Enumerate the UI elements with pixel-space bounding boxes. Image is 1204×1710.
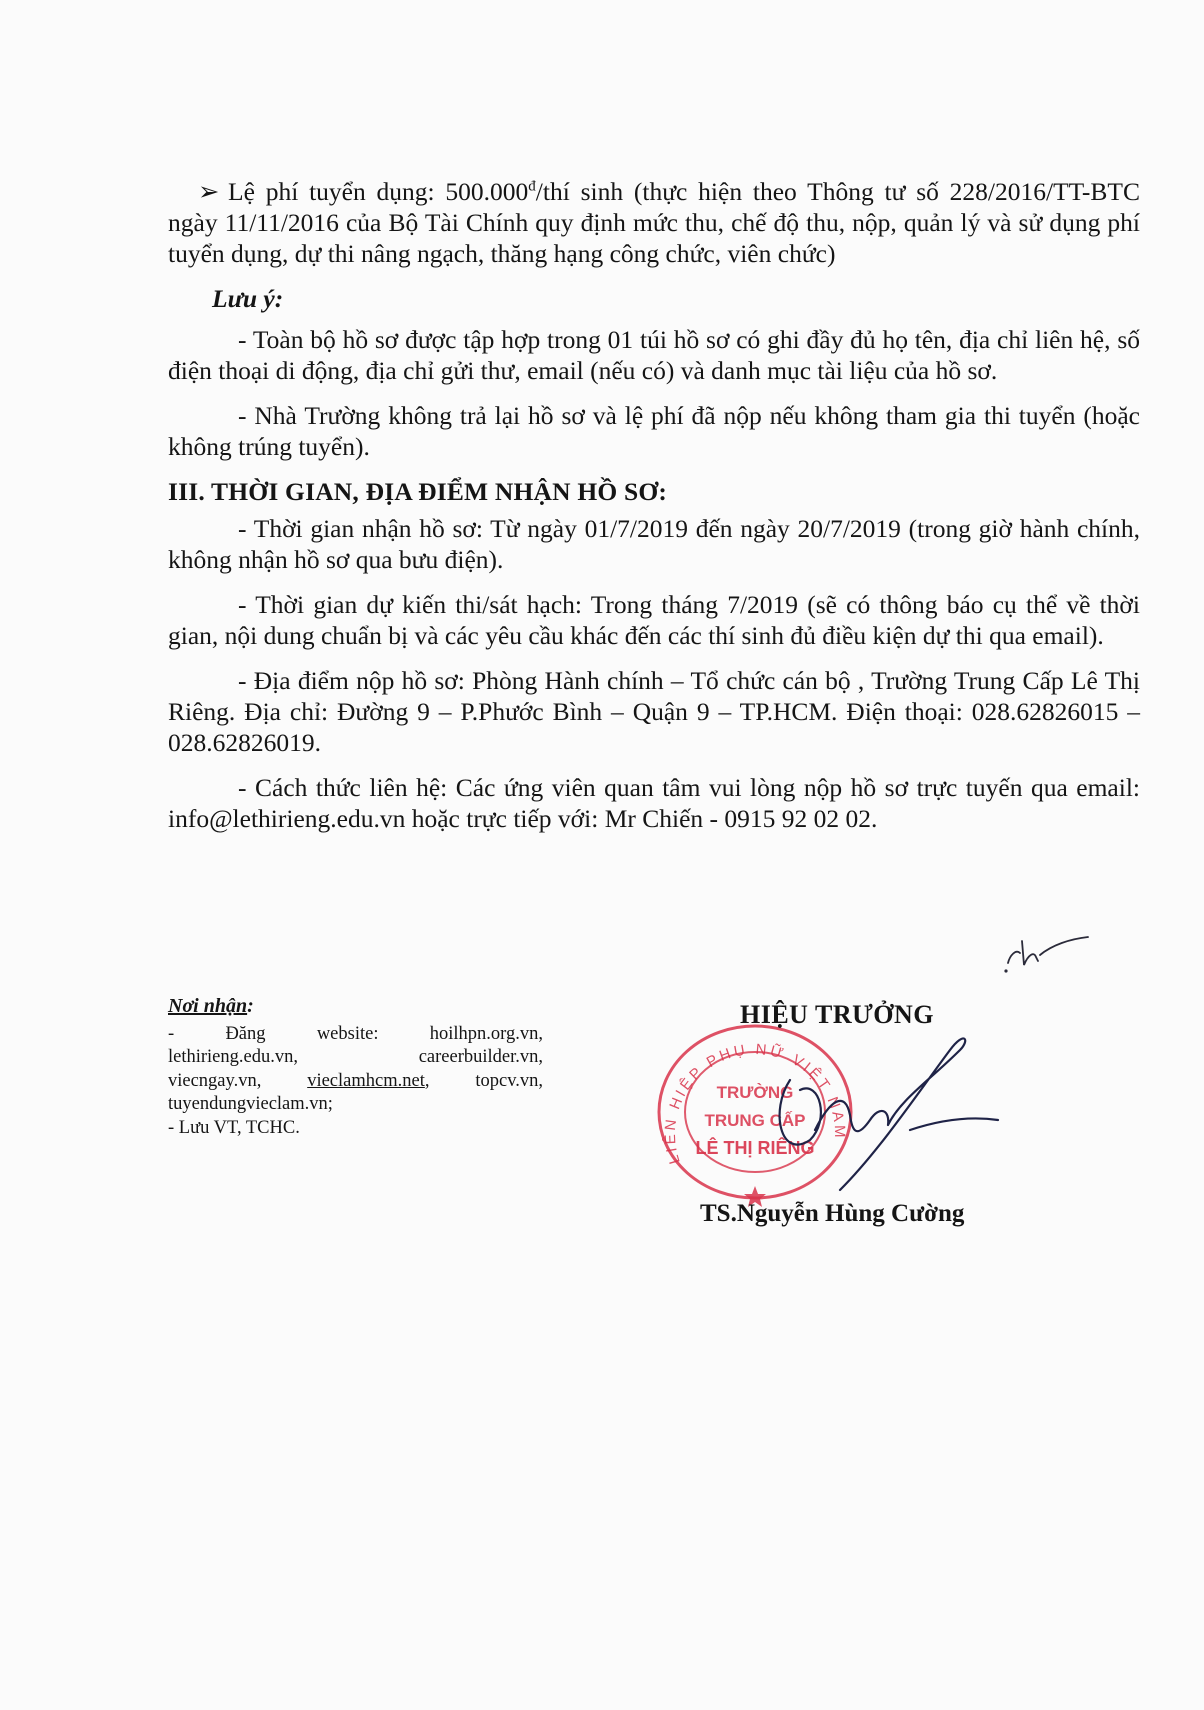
recipients-link-vieclamhcm[interactable]: vieclamhcm.net [307, 1070, 425, 1091]
note-item-2: - Nhà Trường không trả lại hồ sơ và lệ phí đã nộp nếu không tham gia thi tuyển (hoặc không trúng tuyển). [168, 401, 1140, 461]
section-3-item-2: - Thời gian dự kiến thi/sát hạch: Trong tháng 7/2019 (sẽ có thông báo cụ thể về thời gian, nội dung chuẩn bị và các yêu cầu khác đến các thí sinh đủ điều kiện dự thi qua email). [168, 590, 1140, 650]
arrow-bullet-icon: ➢ [198, 177, 220, 206]
section-3-item-4: - Cách thức liên hệ: Các ứng viên quan tâm vui lòng nộp hồ sơ trực tuyến qua email: info@lethirieng.edu.vn hoặc trực tiếp với: Mr Chiến - 0915 92 02 02. [168, 773, 1140, 833]
handwritten-initials-icon [1000, 925, 1090, 975]
note-item-1: - Toàn bộ hồ sơ được tập hợp trong 01 túi hồ sơ có ghi đầy đủ họ tên, địa chỉ liên hệ, số điện thoại di động, địa chỉ gửi thư, email (nếu có) và danh mục tài liệu của hồ sơ. [168, 325, 1140, 385]
signer-title: HIỆU TRƯỞNG [740, 1000, 935, 1029]
recipients-line-1: - Đăng website: hoilhpn.org.vn, [168, 1023, 543, 1044]
signer-name: TS.Nguyễn Hùng Cường [700, 1200, 965, 1227]
recipients-block [168, 995, 543, 1140]
fee-text-start: Lệ phí tuyển dụng: 500.000 [228, 177, 529, 206]
handwritten-signature-icon [760, 1020, 1000, 1200]
fee-text-rest: /thí sinh (thực hiện theo Thông tư số 228/2016/TT-BTC ngày 11/11/2016 của Bộ Tài Chính quy định mức thu, chế độ thu, nộp, quản lý và sử dụng phí tuyển dụng, dự thi nâng ngạch, thăng hạng công chức, viên chức) [168, 177, 1140, 268]
section-3-item-3: - Địa điểm nộp hồ sơ: Phòng Hành chính – Tổ chức cán bộ , Trường Trung Cấp Lê Thị Riêng. Địa chỉ: Đường 9 – P.Phước Bình – Quận 9 – TP.HCM. Điện thoại: 028.62826015 – 028.62826019. [168, 666, 1140, 757]
fee-paragraph [168, 176, 1140, 269]
recipients-line-3: viecngay.vn, vieclamhcm.net, topcv.vn, [168, 1070, 543, 1091]
recipients-line-4: tuyendungvieclam.vn; [168, 1094, 333, 1114]
svg-text:TRUNG CẤP: TRUNG CẤP [704, 1111, 806, 1130]
section-3-heading: III. THỜI GIAN, ĐỊA ĐIỂM NHẬN HỒ SƠ: [168, 477, 668, 506]
section-3-item-1: - Thời gian nhận hồ sơ: Từ ngày 01/7/2019 đến ngày 20/7/2019 (trong giờ hành chính, không nhận hồ sơ qua bưu điện). [168, 514, 1140, 574]
currency-superscript: đ [528, 178, 536, 195]
svg-text:LIÊN HIỆP PHỤ NỮ VIỆT NAM: LIÊN HIỆP PHỤ NỮ VIỆT NAM [661, 1040, 849, 1166]
document-body [168, 176, 1140, 848]
note-title: Lưu ý: [212, 284, 284, 313]
svg-text:LÊ THỊ RIÊNG: LÊ THỊ RIÊNG [695, 1138, 815, 1158]
svg-text:TRƯỜNG: TRƯỜNG [716, 1083, 794, 1102]
recipients-line-5: - Lưu VT, TCHC. [168, 1117, 300, 1138]
recipients-title: Nơi nhận: [168, 995, 254, 1017]
recipients-line-2: lethirieng.edu.vn, careerbuilder.vn, [168, 1047, 543, 1067]
